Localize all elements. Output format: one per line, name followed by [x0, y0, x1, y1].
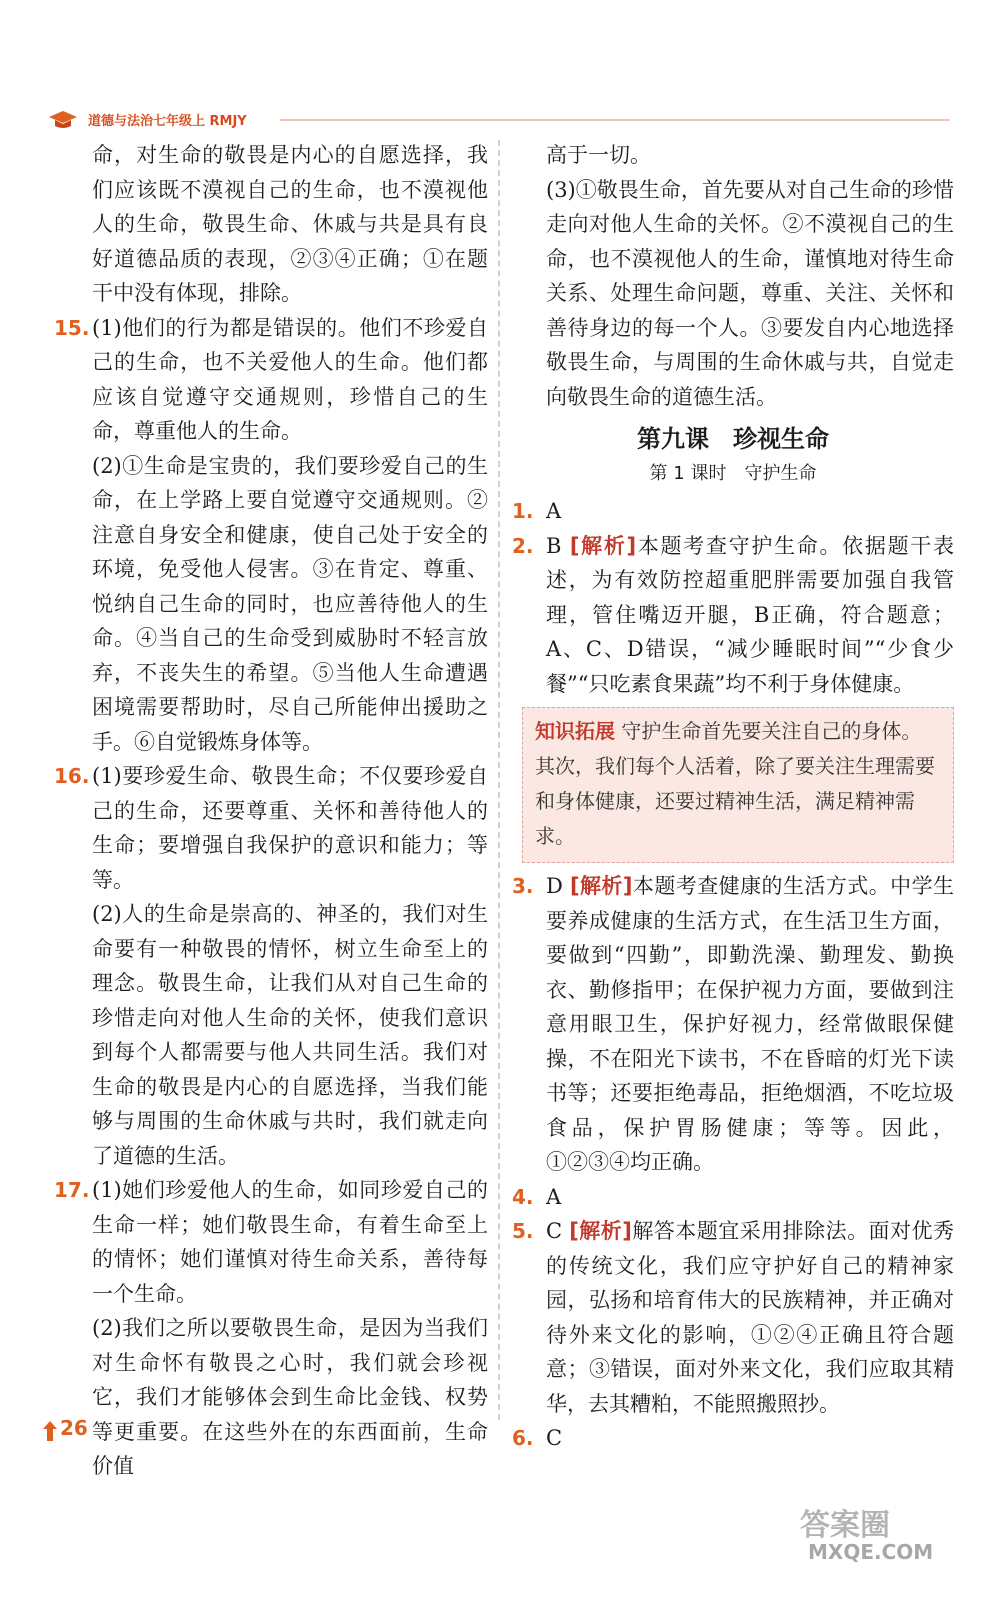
question-6: [512, 1421, 954, 1456]
watermark-text: MXQE.COM: [808, 1540, 934, 1564]
question-number: 2.: [512, 533, 534, 558]
analysis-text: 本题考查守护生命。依据题干表述，为有效防控超重肥胖需要加强自我管理，管住嘴迈开腿，B正确，符合题意；A、C、D错误，“减少睡眠时间”“少食少餐”“只吃素食果蔬”均不利于身体健康。: [546, 533, 954, 696]
analysis-text: 本题考查健康的生活方式。中学生要养成健康的生活方式，在生活卫生方面，要做到“四勤”，即勤洗澡、勤理发、勤换衣、勤修指甲；在保护视力方面，要做到注意用眼卫生，保护好视力，经常做眼保健操，不在阳光下读书，不在昏暗的灯光下读书等；还要拒绝毒品，拒绝烟酒，不吃垃圾食品，保护胃肠健康；等等。因此，①②③④均正确。: [546, 874, 955, 1174]
question-17: [54, 1173, 488, 1484]
question-number: 6.: [512, 1426, 534, 1450]
column-divider: [498, 140, 500, 1420]
continued-answer: 高于一切。: [546, 143, 651, 167]
book-title: 道德与法治七年级上 RMJY: [88, 114, 247, 129]
answer-part-1: (1)要珍爱生命、敬畏生命；不仅要珍爱自己的生命，还要尊重、关怀和善待他人的生命；要增强自我保护的意识和能力；等等。: [92, 764, 488, 892]
page-header: [40, 108, 950, 132]
continued-answer: 命，对生命的敬畏是内心的自愿选择，我们应该既不漠视自己的生命，也不漠视他人的生命，敬畏生命、休戚与共是具有良好道德品质的表现，②③④正确；①在题干中没有体现，排除。: [92, 143, 488, 305]
page-number: [42, 1416, 102, 1448]
watermark: [790, 1500, 970, 1570]
lesson-title: 第九课 珍视生命: [637, 425, 829, 453]
question-3: [512, 869, 954, 1180]
box-text: 守护生命首先要关注自己的身体。其次，我们每个人活着，除了要关注生理需要和身体健康，还要过精神生活，满足精神需求。: [535, 719, 935, 848]
answer-letter: B: [546, 533, 562, 558]
question-number: 5.: [512, 1219, 534, 1243]
answer-part-2: (2)我们之所以要敬畏生命，是因为当我们对生命怀有敬畏之心时，我们就会珍视它，我们才能够体会到生命比金钱、权势等更重要。在这些外在的东西面前，生命价值: [92, 1316, 488, 1478]
answer-part-2: (2)①生命是宝贵的，我们要珍爱自己的生命，在上学路上要自觉遵守交通规则。②注意自身安全和健康，使自己处于安全的环境，免受他人侵害。③在肯定、尊重、悦纳自己生命的同时，也应善待他人的生命。④当自己的生命受到威胁时不轻言放弃，不丧失生的希望。⑤当他人生命遭遇困境需要帮助时，尽自己所能伸出援助之手。⑥自觉锻炼身体等。: [92, 453, 488, 754]
question-15: [54, 311, 488, 760]
question-number: 4.: [512, 1184, 534, 1209]
question-2: [512, 529, 954, 702]
knowledge-extension-box: [522, 707, 954, 863]
answer-part-3: (3)①敬畏生命，首先要从对自己生命的珍惜走向对他人生命的关怀。②不漠视自己的生命，也不漠视他人的生命，谨慎地对待生命关系、处理生命问题，尊重、关注、关怀和善待身边的每一个人。③要发自内心地选择敬畏生命，与周围的生命休戚与共，自觉走向敬畏生命的道德生活。: [546, 177, 954, 409]
answer-part-1: (1)他们的行为都是错误的。他们不珍爱自己的生命，也不关爱他人的生命。他们都应该自觉遵守交通规则，珍惜自己的生命，尊重他人的生命。: [92, 315, 488, 443]
question-number: 3.: [512, 874, 534, 898]
analysis-tag: [解析]: [569, 874, 633, 898]
page-number-text: 26: [60, 1416, 88, 1440]
answer-letter: C: [546, 1219, 563, 1243]
header-rule: [280, 119, 950, 121]
question-number: 17.: [54, 1178, 90, 1202]
answer-letter: A: [546, 1184, 562, 1209]
answer-letter: C: [546, 1426, 563, 1450]
analysis-tag: [解析]: [569, 533, 637, 558]
right-column: [512, 138, 954, 1456]
analysis-text: 解答本题宜采用排除法。面对优秀的传统文化，我们应守护好自己的精神家园，弘扬和培育伟大的民族精神，并正确对待外来文化的影响，①②④正确且符合题意；③错误，面对外来文化，我们应取其精华，去其糟粕，不能照搬照抄。: [546, 1219, 954, 1416]
page-arrow-icon: [42, 1420, 58, 1442]
graduation-cap-icon: [48, 108, 78, 132]
lesson-subtitle: 第 1 课时 守护生命: [649, 463, 817, 484]
question-4: [512, 1180, 954, 1215]
analysis-tag: [解析]: [569, 1219, 632, 1243]
question-1: [512, 494, 954, 529]
box-tag: 知识拓展: [535, 719, 615, 743]
answer-part-2: (2)人的生命是崇高的、神圣的，我们对生命要有一种敬畏的情怀，树立生命至上的理念。敬畏生命，让我们从对自己生命的珍惜走向对他人生命的关怀，使我们意识到每个人都需要与他人共同生活。我们对生命的敬畏是内心的自愿选择，当我们能够与周围的生命休戚与共时，我们就走向了道德的生活。: [92, 902, 488, 1168]
watermark-logo: 答案圈: [800, 1508, 890, 1543]
question-number: 1.: [512, 499, 534, 523]
answer-letter: A: [546, 499, 562, 523]
answer-part-1: (1)她们珍爱他人的生命，如同珍爱自己的生命一样；她们敬畏生命，有着生命至上的情怀；她们谨慎对待生命关系，善待每一个生命。: [92, 1178, 488, 1306]
question-number: 15.: [54, 315, 90, 340]
left-column: [54, 138, 488, 1484]
answer-letter: D: [546, 874, 563, 898]
question-5: [512, 1214, 954, 1421]
question-16: [54, 759, 488, 1173]
question-number: 16.: [54, 764, 90, 788]
